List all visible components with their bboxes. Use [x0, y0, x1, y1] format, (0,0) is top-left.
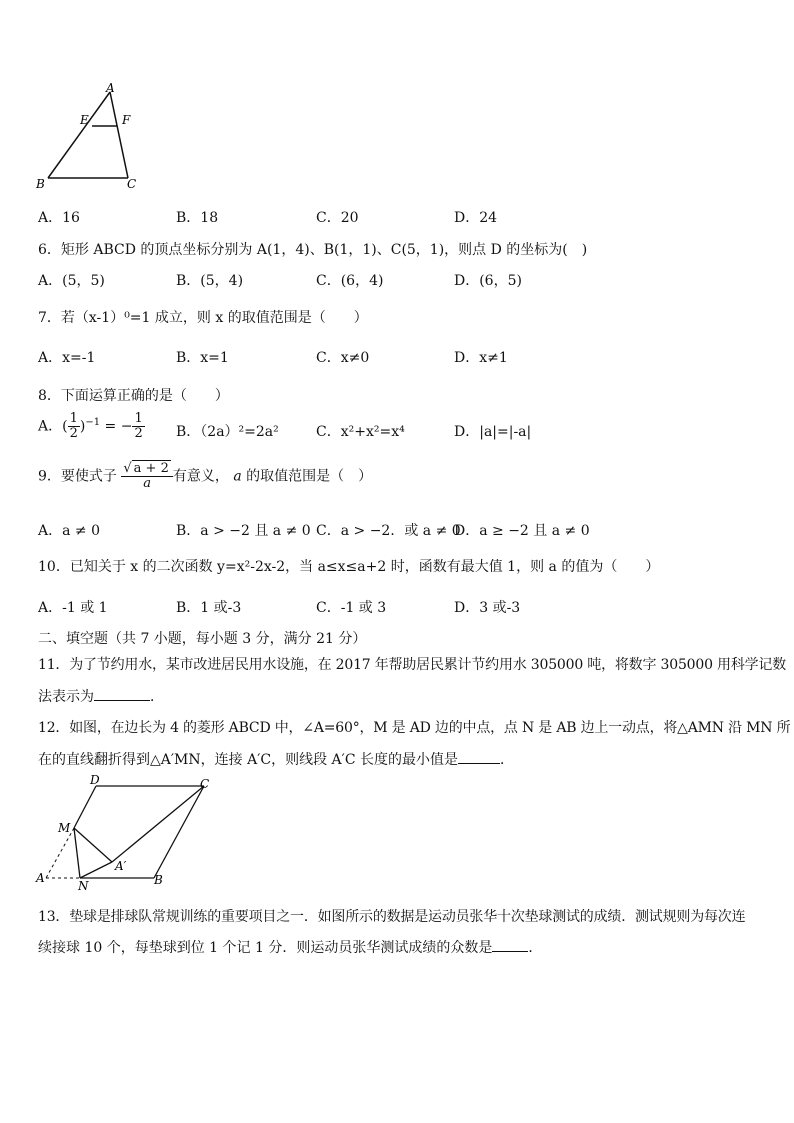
q9-option-c: C．a > −2．或 a ≠ 0 [316, 523, 461, 539]
q9-option-d: D．a ≥ −2 且 a ≠ 0 [454, 523, 590, 539]
q13-answer-blank[interactable] [492, 937, 528, 952]
q11-answer-blank[interactable] [94, 686, 150, 701]
label-c: C [127, 177, 137, 191]
label-d: D [90, 774, 100, 787]
q8-option-b: B．（2a）²=2a² [176, 424, 279, 440]
q13-line1: 13．垫球是排球队常规训练的重要项目之一．如图所示的数据是运动员张华十次垫球测试的成绩．测试规则为每次连 [38, 909, 746, 925]
label-b: B [154, 873, 163, 887]
label-n: N [78, 879, 89, 892]
q7-option-c: C．x≠0 [316, 350, 370, 366]
q7-option-a: A．x=-1 [38, 350, 96, 366]
label-a: A [106, 82, 115, 95]
q10-option-d: D．3 或-3 [454, 600, 521, 616]
label-m: M [58, 821, 71, 835]
q8-a-label: A． [38, 418, 63, 435]
label-a: A [36, 871, 45, 885]
rhombus-figure-q12 [34, 774, 224, 892]
q10-option-b: B．1 或-3 [176, 600, 242, 616]
label-a-prime: A′ [115, 859, 127, 873]
q8-a-rhs: = − [104, 418, 133, 435]
q9-stem: 9．要使式子 $\frac{√ a + 2}{a}$ 有意义， a 的取值范围是（ ） [38, 461, 373, 491]
q10-option-a: A．-1 或 1 [38, 600, 108, 616]
q10-option-c: C．-1 或 3 [316, 600, 387, 616]
q6-option-c: C．(6，4) [316, 273, 384, 289]
q5-option-c: C．20 [316, 210, 359, 226]
q7-option-b: B．x=1 [176, 350, 229, 366]
q5-option-b: B．18 [176, 210, 219, 226]
q8-option-d: D．|a|=|-a| [454, 424, 532, 440]
q5-option-d: D．24 [454, 210, 498, 226]
q8-stem: 8．下面运算正确的是（ ） [38, 388, 229, 404]
q5-option-a: A．16 [38, 210, 80, 226]
label-f: F [122, 113, 131, 127]
q9-option-b: B．a > −2 且 a ≠ 0 [176, 523, 311, 539]
section-heading: 二、填空题（共 7 小题，每小题 3 分，满分 21 分） [38, 631, 367, 647]
q12-answer-blank[interactable] [458, 749, 500, 764]
q8-option-c: C．x²+x²=x⁴ [316, 424, 405, 440]
q6-option-b: B．(5，4) [176, 273, 244, 289]
q11-line1: 11．为了节约用水，某市改进居民用水设施，在 2017 年帮助居民累计节约用水 305000 吨，将数字 305000 用科学记数 [38, 657, 787, 673]
label-e: E [80, 113, 89, 127]
q6-option-d: D．(6，5) [454, 273, 522, 289]
q12-line1: 12．如图，在边长为 4 的菱形 ABCD 中，∠A=60°，M 是 AD 边的中点，点 N 是 AB 边上一动点，将△AMN 沿 MN 所 [38, 720, 791, 736]
q8-a-fraction: $\frac{1}{2}$ [69, 411, 78, 441]
q6-stem: 6．矩形 ABCD 的顶点坐标分别为 A(1，4)、B(1，1)、C(5，1)，则点 D 的坐标为( ) [38, 242, 588, 258]
q12-line2: 在的直线翻折得到△A′MN，连接 A′C，则线段 A′C 长度的最小值是 ． [38, 749, 514, 769]
q9-option-a: A．a ≠ 0 [38, 523, 100, 539]
q6-option-a: A．(5，5) [38, 273, 105, 289]
q9-expression: $\frac{√ a + 2}{a}$ [121, 462, 172, 491]
triangle-figure-q5 [30, 82, 150, 194]
q11-line2: 法表示为 ． [38, 686, 164, 706]
q8-a-rhs-fraction: $\frac{1}{2}$ [134, 411, 143, 441]
label-c: C [200, 777, 210, 791]
q7-option-d: D．x≠1 [454, 350, 508, 366]
q10-stem: 10．已知关于 x 的二次函数 y=x²-2x-2，当 a≤x≤a+2 时，函数有最大值 1，则 a 的值为（ ） [38, 559, 660, 575]
q8-a-exponent: −1 [85, 416, 101, 428]
q8-option-a: A．( $\frac{1}{2}$ )$^{-1}$ = − $\frac{1}{2}$ [38, 411, 143, 441]
label-b: B [36, 177, 45, 191]
q7-stem: 7．若（x-1）⁰=1 成立，则 x 的取值范围是（ ） [38, 310, 368, 326]
q13-line2: 续接球 10 个，每垫球到位 1 个记 1 分．则运动员张华测试成绩的众数是 ． [38, 937, 542, 957]
